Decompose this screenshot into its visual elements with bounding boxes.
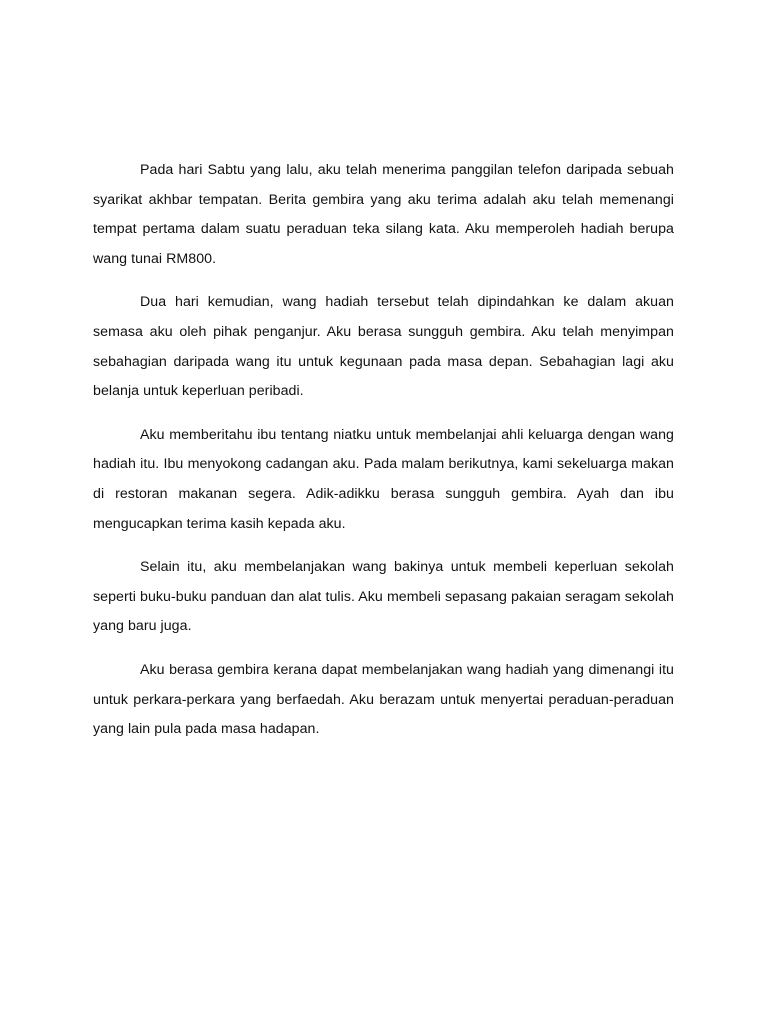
paragraph-2: Dua hari kemudian, wang hadiah tersebut telah dipindahkan ke dalam akuan semasa aku oleh pihak penganjur. Aku berasa sungguh gembira. Aku telah menyimpan sebahagian daripada wang itu untuk kegunaan pada masa depan. Sebahagian lagi aku belanja untuk keperluan peribadi. — [93, 294, 674, 400]
paragraph-1: Pada hari Sabtu yang lalu, aku telah menerima panggilan telefon daripada sebuah syarikat akhbar tempatan. Berita gembira yang aku terima adalah aku telah memenangi tempat pertama dalam suatu peraduan teka silang kata. Aku memperoleh hadiah berupa wang tunai RM800. — [93, 162, 674, 267]
paragraph-3: Aku memberitahu ibu tentang niatku untuk membelanjai ahli keluarga dengan wang hadiah itu. Ibu menyokong cadangan aku. Pada malam berikutnya, kami sekeluarga makan di restoran makanan segera. Adik-adikku berasa sungguh gembira. Ayah dan ibu mengucapkan terima kasih kepada aku. — [93, 426, 674, 532]
paragraph-5: Aku berasa gembira kerana dapat membelanjakan wang hadiah yang dimenangi itu untuk perkara-perkara yang berfaedah. Aku berazam untuk menyertai peraduan-peraduan yang lain pula pada masa hadapan. — [93, 661, 674, 738]
document-body — [93, 156, 674, 759]
paragraph-4: Selain itu, aku membelanjakan wang bakinya untuk membeli keperluan sekolah seperti buku-buku panduan dan alat tulis. Aku membeli sepasang pakaian seragam sekolah yang baru juga. — [93, 559, 674, 635]
